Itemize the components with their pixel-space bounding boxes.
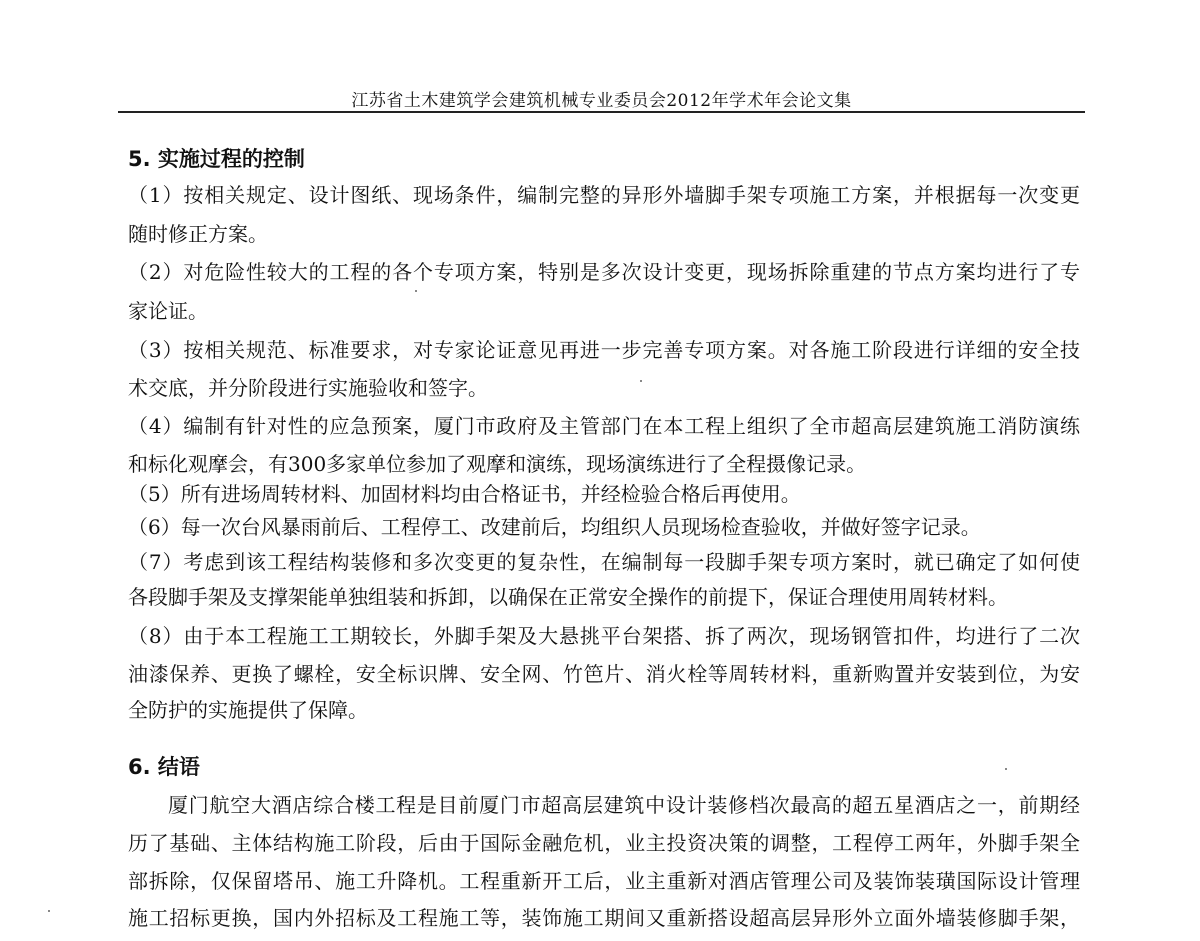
text-line: 施工招标更换，国内外招标及工程施工等，装饰施工期间又重新搭设超高层异形外立面外墙装修脚手架， (128, 906, 1080, 930)
scan-speck (1005, 768, 1007, 770)
text-line: （8）由于本工程施工工期较长，外脚手架及大悬挑平台架搭、拆了两次，现场钢管扣件，均进行了二次 (128, 624, 1080, 648)
running-header: 江苏省土木建筑学会建筑机械专业委员会2012年学术年会论文集 (351, 91, 852, 111)
text-line: 家论证。 (128, 299, 208, 323)
text-line: （2）对危险性较大的工程的各个专项方案，特别是多次设计变更，现场拆除重建的节点方案均进行了专 (128, 260, 1080, 284)
text-line: （3）按相关规范、标准要求，对专家论证意见再进一步完善专项方案。对各施工阶段进行详细的安全技 (128, 338, 1080, 362)
text-line: （1）按相关规定、设计图纸、现场条件，编制完整的异形外墙脚手架专项施工方案，并根据每一次变更 (128, 183, 1080, 207)
text-line: 和标化观摩会，有300多家单位参加了观摩和演练，现场演练进行了全程摄像记录。 (128, 452, 867, 476)
text-line: （7）考虑到该工程结构装修和多次变更的复杂性，在编制每一段脚手架专项方案时，就已确定了如何使 (128, 550, 1080, 574)
text-line: 术交底，并分阶段进行实施验收和签字。 (128, 376, 488, 400)
header-rule (118, 111, 1085, 113)
text-line: （5）所有进场周转材料、加固材料均由合格证书，并经检验合格后再使用。 (128, 482, 801, 506)
scan-speck (640, 380, 642, 382)
scan-speck (48, 910, 50, 912)
scan-speck (415, 290, 417, 292)
text-line: （6）每一次台风暴雨前后、工程停工、改建前后，均组织人员现场检查验收，并做好签字记录。 (128, 515, 981, 539)
text-line: 各段脚手架及支撑架能单独组装和拆卸，以确保在正常安全操作的前提下，保证合理使用周转材料。 (128, 585, 1008, 609)
text-line: 厦门航空大酒店综合楼工程是目前厦门市超高层建筑中设计装修档次最高的超五星酒店之一，前期经 (168, 793, 1080, 817)
text-line: 部拆除，仅保留塔吊、施工升降机。工程重新开工后，业主重新对酒店管理公司及装饰装璜国际设计管理 (128, 869, 1080, 893)
text-line: 油漆保养、更换了螺栓，安全标识牌、安全网、竹笆片、消火栓等周转材料，重新购置并安装到位，为安 (128, 662, 1080, 686)
text-line: （4）编制有针对性的应急预案，厦门市政府及主管部门在本工程上组织了全市超高层建筑施工消防演练 (128, 414, 1080, 438)
section-5-heading: 5. 实施过程的控制 (128, 147, 305, 171)
section-6-heading: 6. 结语 (128, 755, 200, 779)
text-line: 历了基础、主体结构施工阶段，后由于国际金融危机，业主投资决策的调整，工程停工两年，外脚手架全 (128, 831, 1080, 855)
text-line: 全防护的实施提供了保障。 (128, 698, 368, 722)
text-line: 随时修正方案。 (128, 222, 268, 246)
